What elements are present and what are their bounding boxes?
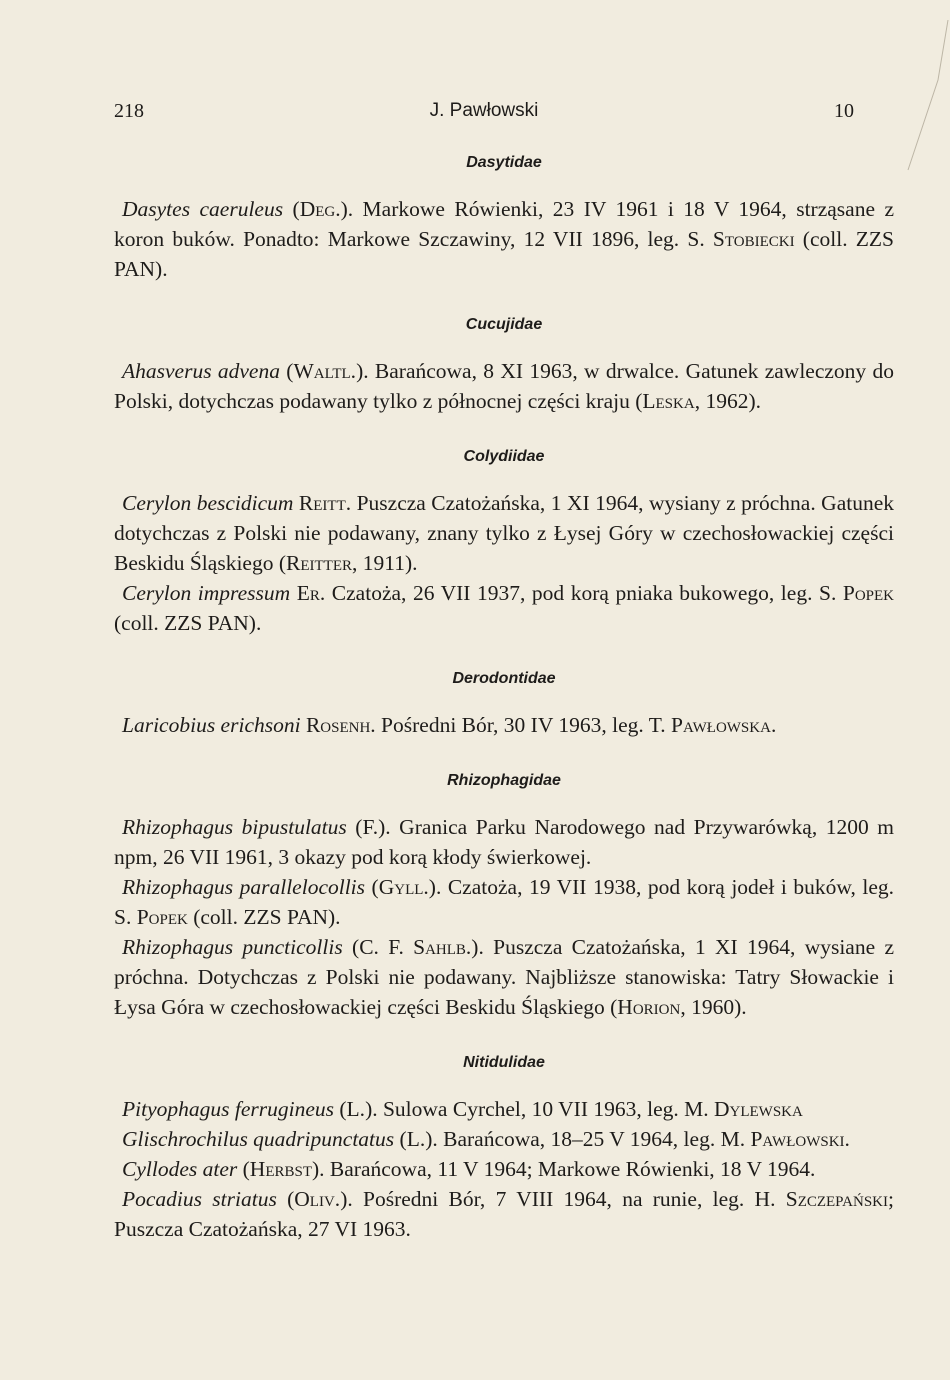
collector-name: Popek [136,905,188,929]
volume-number: 10 [834,100,854,122]
species-record [114,488,894,578]
species-record [114,578,894,638]
record-text: ). Markowe Rówienki, 23 IV 1961 i 18 V 1964, strząsane z koron buków. Ponadto: Markowe Szczawiny, 12 VII 1896, leg. S. [114,197,894,251]
species-name: Cyllodes ater [122,1157,238,1181]
record-text: ). Puszcza Czatożańska, 1 XI 1964, wysiane z próchna. Dotychczas z Polski nie podawany. Najbliższe stanowiska: Tatry Słowackie i Łysa Góra w czechosłowackiej części Beskidu Śląskiego ( [114,935,894,1019]
species-name: Ahasverus advena [122,359,280,383]
family-section [114,150,894,284]
family-section [114,666,894,740]
record-tail: (coll. ZZS PAN). [114,227,894,281]
species-author: Deg. [299,197,341,221]
species-author: C. F. Sahlb. [359,935,472,959]
family-heading: Colydiidae [463,448,545,465]
species-name: Cerylon bescidicum [122,491,294,515]
species-record: Rhizophagus bipustulatus (F.). Granica Parku Narodowego nad Przywarówką, 1200 m npm, 26 VII 1961, 3 okazy pod korą kłody świerkowej. [114,815,894,869]
species-name: Pityophagus ferrugineus [122,1097,334,1121]
collector-name: Popek [842,581,895,605]
species-name: Cerylon impressum [122,581,291,605]
species-author: Er. [296,581,326,605]
running-header [114,100,854,132]
species-author: Gyll. [378,875,429,899]
collector-name: Pawłowski [750,1127,845,1151]
species-author: L. [346,1097,366,1121]
species-name: Pocadius striatus [122,1187,277,1211]
species-author: Oliv. [294,1187,341,1211]
family-heading: Derodontidae [452,670,556,687]
species-author: L. [406,1127,426,1151]
family-heading: Nitidulidae [463,1054,545,1071]
record-text: ). Sulowa Cyrchel, 10 VII 1963, leg. M. [365,1097,714,1121]
family-heading: Dasytidae [466,154,542,171]
family-section [114,1050,894,1244]
scan-artifact-line [890,20,950,180]
family-heading: Rhizophagidae [447,772,561,789]
record-tail: (coll. ZZS PAN). [114,611,262,635]
record-tail: ; Puszcza Czatożańska, 27 VI 1963. [114,1187,894,1241]
species-record: Dasytes caeruleus (Deg.). Markowe Rówienki, 23 IV 1961 i 18 V 1964, strząsane z koron buków. Ponadto: Markowe Szczawiny, 12 VII 1896, leg. S. Stobiecki (coll. ZZS PAN). [114,197,894,281]
species-record: Pityophagus ferrugineus (L.). Sulowa Cyrchel, 10 VII 1963, leg. M. Dylewska [122,1097,803,1121]
record-text: ). Barańcowa, 8 XI 1963, w drwalce. Gatunek zawleczony do Polski, dotychczas podawany tylko z północnej części kraju ( [114,359,894,413]
article-body [114,150,894,1272]
record-text: Puszcza Czatożańska, 1 XI 1964, wysiany z próchna. Gatunek dotychczas z Polski nie podawany, znany tylko z Łysej Góry w czechosłowackiej części Beskidu Śląskiego ( [114,491,895,575]
species-record: Pocadius striatus (Oliv.). Pośredni Bór, 7 VIII 1964, na runie, leg. H. Szczepański; Puszcza Czatożańska, 27 VI 1963. [114,1187,894,1241]
record-tail: , 1960). [680,995,747,1019]
record-text: ). Granica Parku Narodowego nad Przywarówką, 1200 m npm, 26 VII 1961, 3 okazy pod korą kłody świerkowej. [114,815,894,869]
collector-name: Leska [642,389,695,413]
species-record: Cyllodes ater (Herbst). Barańcowa, 11 V 1964; Markowe Rówienki, 18 V 1964. [122,1157,816,1181]
record-tail: . [844,1127,850,1151]
record-text: ). Barańcowa, 11 V 1964; Markowe Rówienki, 18 V 1964. [312,1157,816,1181]
species-record: Ahasverus advena (Waltl.). Barańcowa, 8 XI 1963, w drwalce. Gatunek zawleczony do Polski, dotychczas podawany tylko z północnej części kraju (Leska, 1962). [114,359,894,413]
species-author: Herbst [249,1157,313,1181]
collector-name: Reitter [286,551,352,575]
family-section [114,312,894,416]
collector-name: Pawłowska [671,713,771,737]
species-author: F. [362,815,379,839]
species-name: Dasytes caeruleus [122,197,284,221]
species-author: Rosenh. [305,713,376,737]
running-author: J. Pawłowski [429,100,539,121]
species-name: Laricobius erichsoni [122,713,301,737]
collector-name: Szczepański [785,1187,888,1211]
record-text: Pośredni Bór, 30 IV 1963, leg. T. [375,713,672,737]
record-tail: . [770,713,777,737]
record-tail: (coll. ZZS PAN). [187,905,341,929]
species-record: Rhizophagus parallelocollis (Gyll.). Czatoża, 19 VII 1938, pod korą jodeł i buków, leg. S. Popek (coll. ZZS PAN). [114,875,895,929]
family-heading: Cucujidae [465,316,543,333]
collector-name: Stobiecki [712,227,795,251]
page-number: 218 [114,100,144,122]
species-name: Glischrochilus quadripunctatus [122,1127,395,1151]
record-tail: , 1911). [352,551,418,575]
species-name: Rhizophagus bipustulatus [122,815,347,839]
record-text: ). Czatoża, 19 VII 1938, pod korą jodeł i buków, leg. S. [114,875,895,929]
species-name: Rhizophagus puncticollis [122,935,343,959]
family-section [114,768,894,1022]
record-text: Czatoża, 26 VII 1937, pod korą pniaka bukowego, leg. S. [325,581,843,605]
family-section [114,444,894,638]
species-author: Waltl. [293,359,357,383]
species-name: Rhizophagus parallelocollis [122,875,366,899]
species-record: Glischrochilus quadripunctatus (L.). Barańcowa, 18–25 V 1964, leg. M. Pawłowski. [122,1127,850,1151]
species-author: Reitt. [298,491,352,515]
record-tail: , 1962). [694,389,761,413]
species-record: Rhizophagus puncticollis (C. F. Sahlb.). Puszcza Czatożańska, 1 XI 1964, wysiane z próchna. Dotychczas z Polski nie podawany. Najbliższe stanowiska: Tatry Słowackie i Łysa Góra w czechosłowackiej części Beskidu Śląskiego (Horion, 1960). [114,935,894,1019]
record-text: ). Pośredni Bór, 7 VIII 1964, na runie, leg. H. [340,1187,786,1211]
record-text: ). Barańcowa, 18–25 V 1964, leg. M. [425,1127,751,1151]
collector-name: Horion [617,995,681,1019]
species-record [114,710,894,740]
collector-name: Dylewska [714,1097,803,1121]
